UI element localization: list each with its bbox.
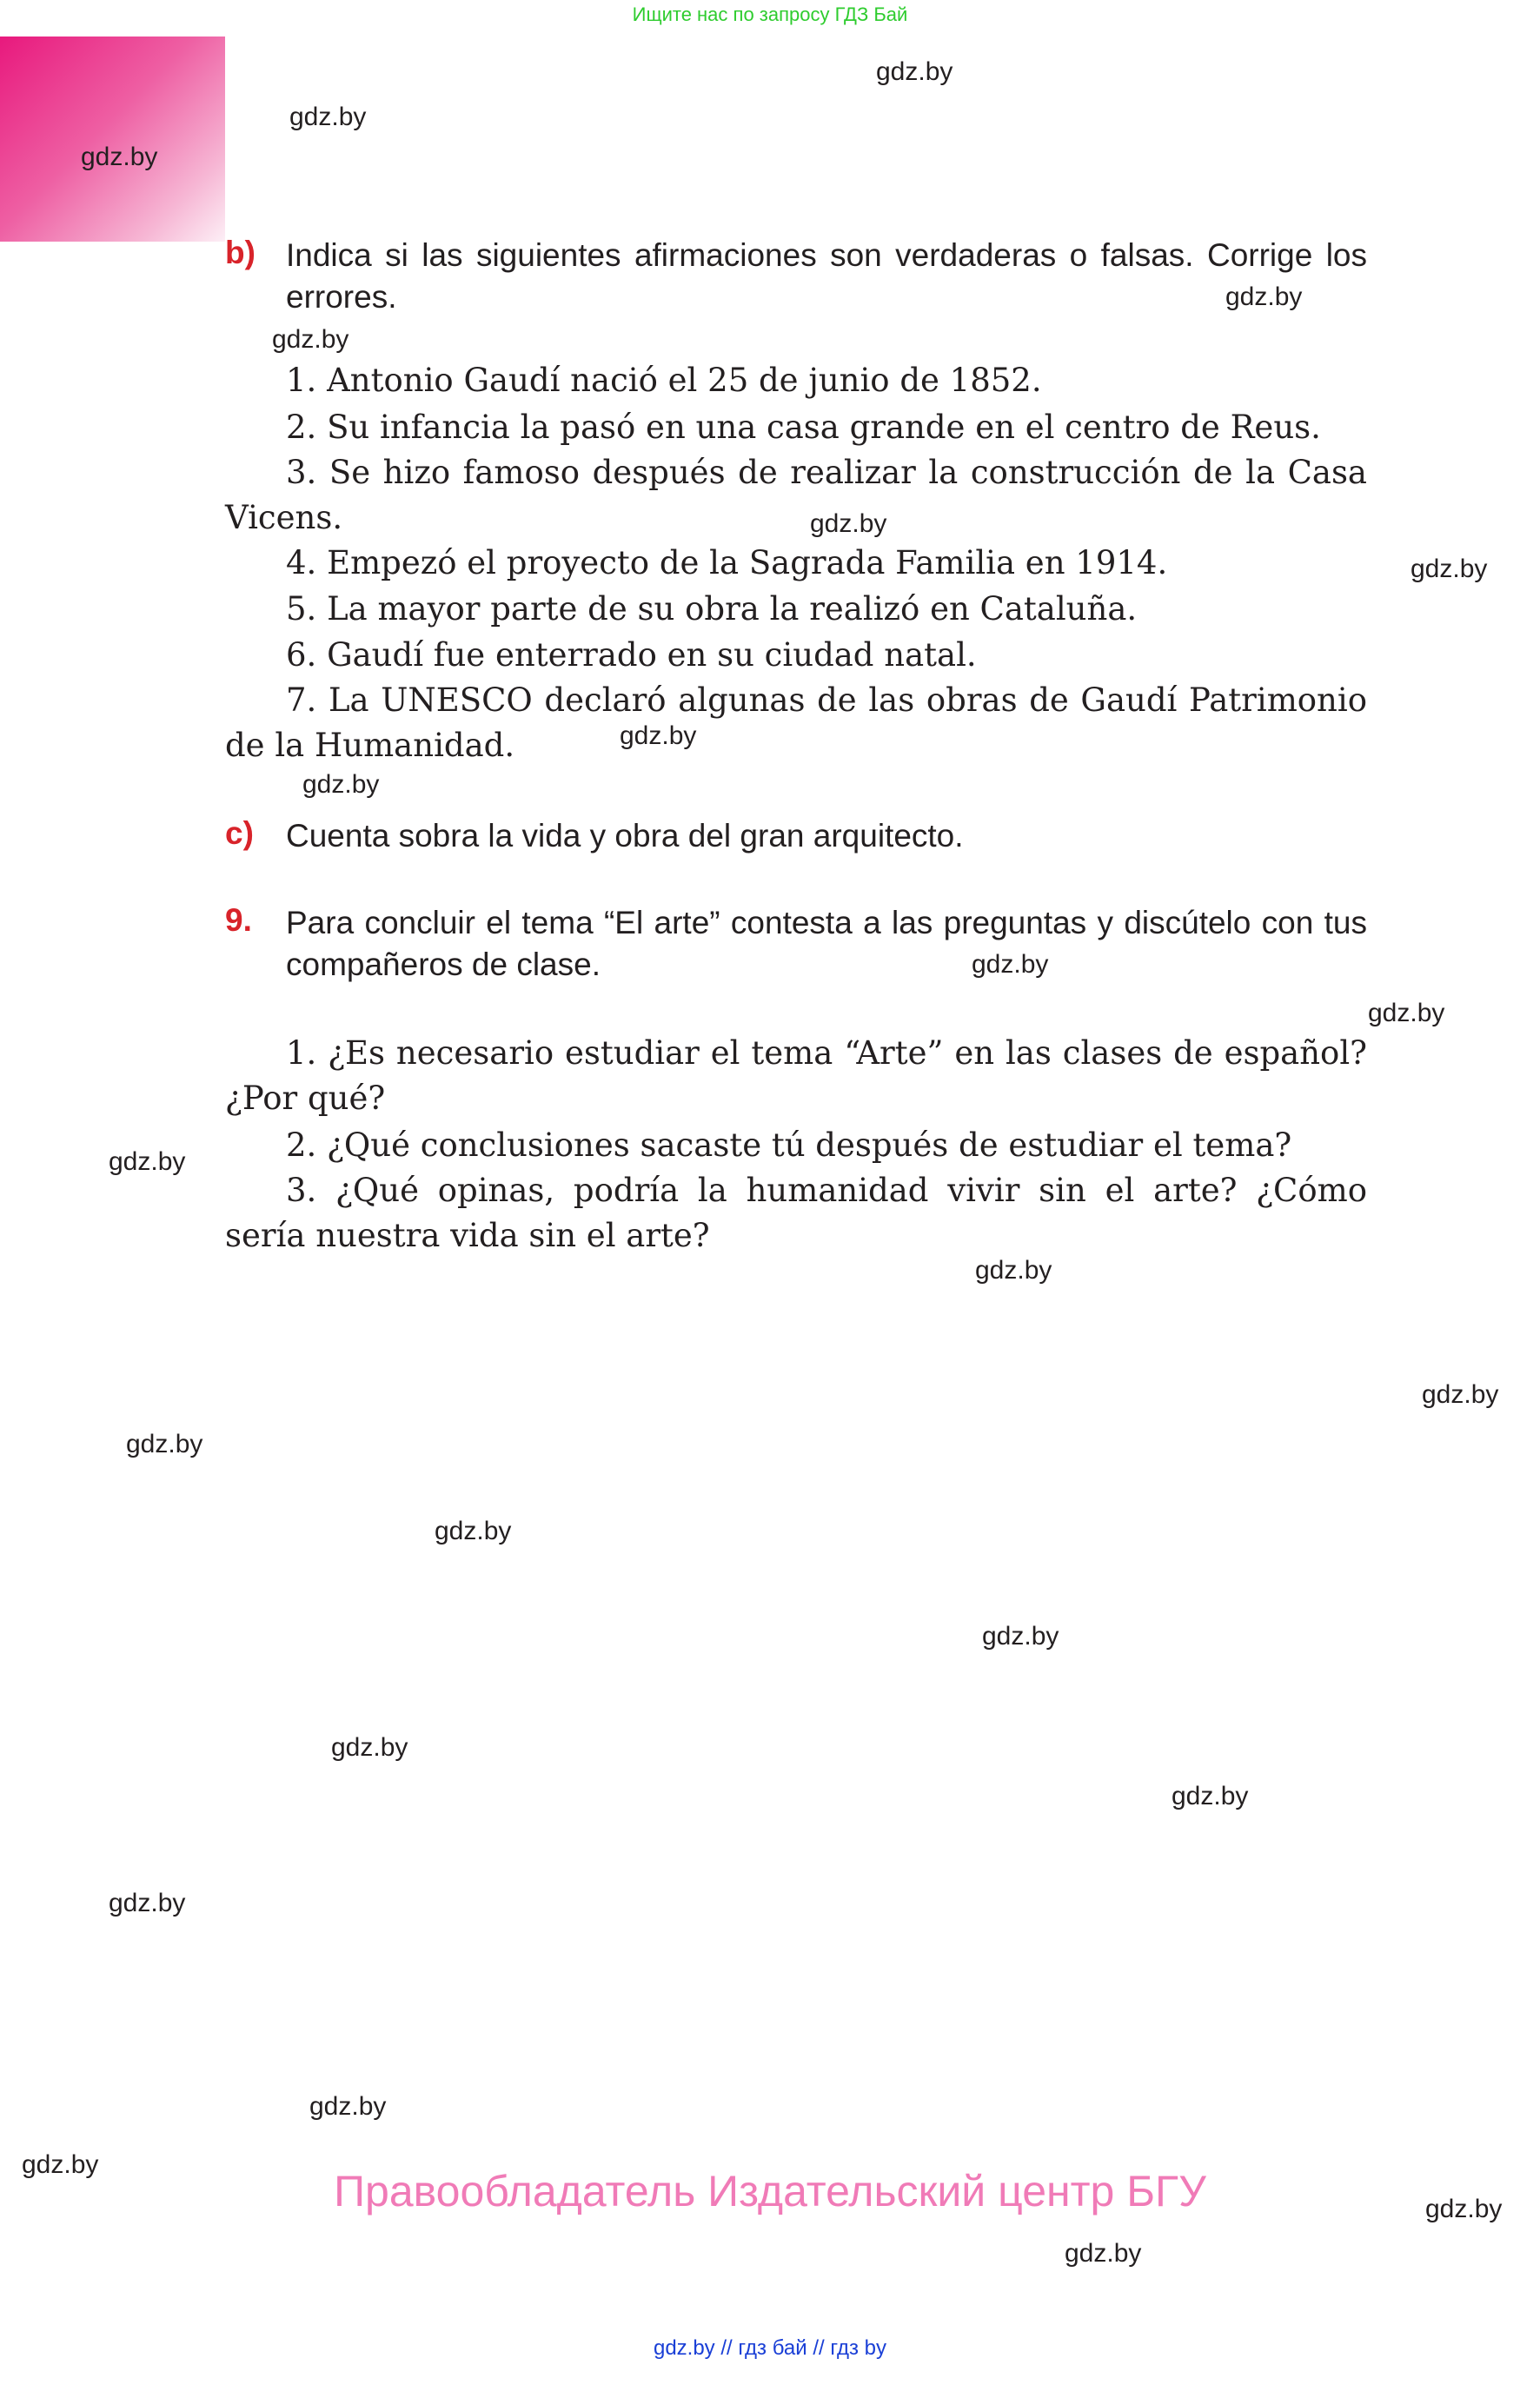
watermark: gdz.by: [289, 103, 367, 131]
watermark: gdz.by: [876, 57, 953, 86]
watermark: gdz.by: [1225, 282, 1303, 311]
section-b-instruction: Indica si las siguientes afirmaciones son verdaderas o falsas. Corrige los errores.: [286, 237, 1367, 315]
top-banner[interactable]: Ищите нас по запросу ГДЗ Бай: [632, 3, 908, 25]
section-c-marker: c): [225, 815, 254, 851]
watermark: gdz.by: [272, 325, 349, 354]
statement-item: 3. Se hizo famoso después de realizar la construcción de la Casa Vicens.: [225, 454, 1367, 536]
statement-item: 2. Su infancia la pasó en una casa grande en el centro de Reus.: [286, 409, 1321, 446]
statement-item: 1. Antonio Gaudí nació el 25 de junio de 1852.: [286, 362, 1042, 399]
section-c-instruction: Cuenta sobra la vida y obra del gran arquitecto.: [286, 818, 964, 854]
watermark: gdz.by: [1368, 999, 1445, 1027]
watermark: gdz.by: [1425, 2195, 1503, 2223]
watermark: gdz.by: [331, 1733, 408, 1762]
watermark: gdz.by: [1411, 555, 1488, 583]
exercise-9-marker: 9.: [225, 902, 252, 938]
watermark: gdz.by: [81, 143, 158, 171]
watermark: gdz.by: [810, 509, 887, 538]
watermark: gdz.by: [435, 1517, 512, 1545]
watermark: gdz.by: [620, 721, 697, 750]
watermark: gdz.by: [972, 950, 1049, 979]
statement-item: 5. La mayor parte de su obra la realizó en Cataluña.: [286, 590, 1138, 628]
watermark: gdz.by: [1172, 1782, 1249, 1810]
statement-item: 4. Empezó el proyecto de la Sagrada Familia en 1914.: [286, 544, 1168, 581]
statement-item: 6. Gaudí fue enterrado en su ciudad natal.: [286, 636, 977, 674]
question-item: 1. ¿Es necesario estudiar el tema “Arte” en las clases de español? ¿Por qué?: [225, 1034, 1367, 1117]
watermark: gdz.by: [1065, 2239, 1142, 2268]
exercise-9-instruction: Para concluir el tema “El arte” contesta a las preguntas y discútelo con tus compañeros de clase.: [286, 905, 1367, 982]
footer-links[interactable]: gdz.by // гдз бай // гдз by: [653, 2336, 887, 2360]
watermark: gdz.by: [22, 2150, 99, 2179]
watermark: gdz.by: [109, 1889, 186, 1917]
watermark: gdz.by: [302, 770, 380, 799]
watermark: gdz.by: [982, 1622, 1059, 1651]
question-item: 3. ¿Qué opinas, podría la humanidad vivir sin el arte? ¿Cómo sería nuestra vida sin el arte?: [225, 1172, 1367, 1254]
corner-decoration: [0, 37, 225, 242]
watermark: gdz.by: [309, 2092, 387, 2121]
copyright-notice: Правообладатель Издательский центр БГУ: [334, 2167, 1206, 2216]
watermark: gdz.by: [109, 1147, 186, 1176]
question-item: 2. ¿Qué conclusiones sacaste tú después de estudiar el tema?: [286, 1126, 1292, 1164]
section-b-marker: b): [225, 235, 256, 270]
watermark: gdz.by: [975, 1256, 1052, 1285]
statement-item: 7. La UNESCO declaró algunas de las obras de Gaudí Patrimonio de la Humanidad.: [225, 681, 1367, 764]
watermark: gdz.by: [1422, 1380, 1499, 1409]
watermark: gdz.by: [126, 1430, 203, 1458]
